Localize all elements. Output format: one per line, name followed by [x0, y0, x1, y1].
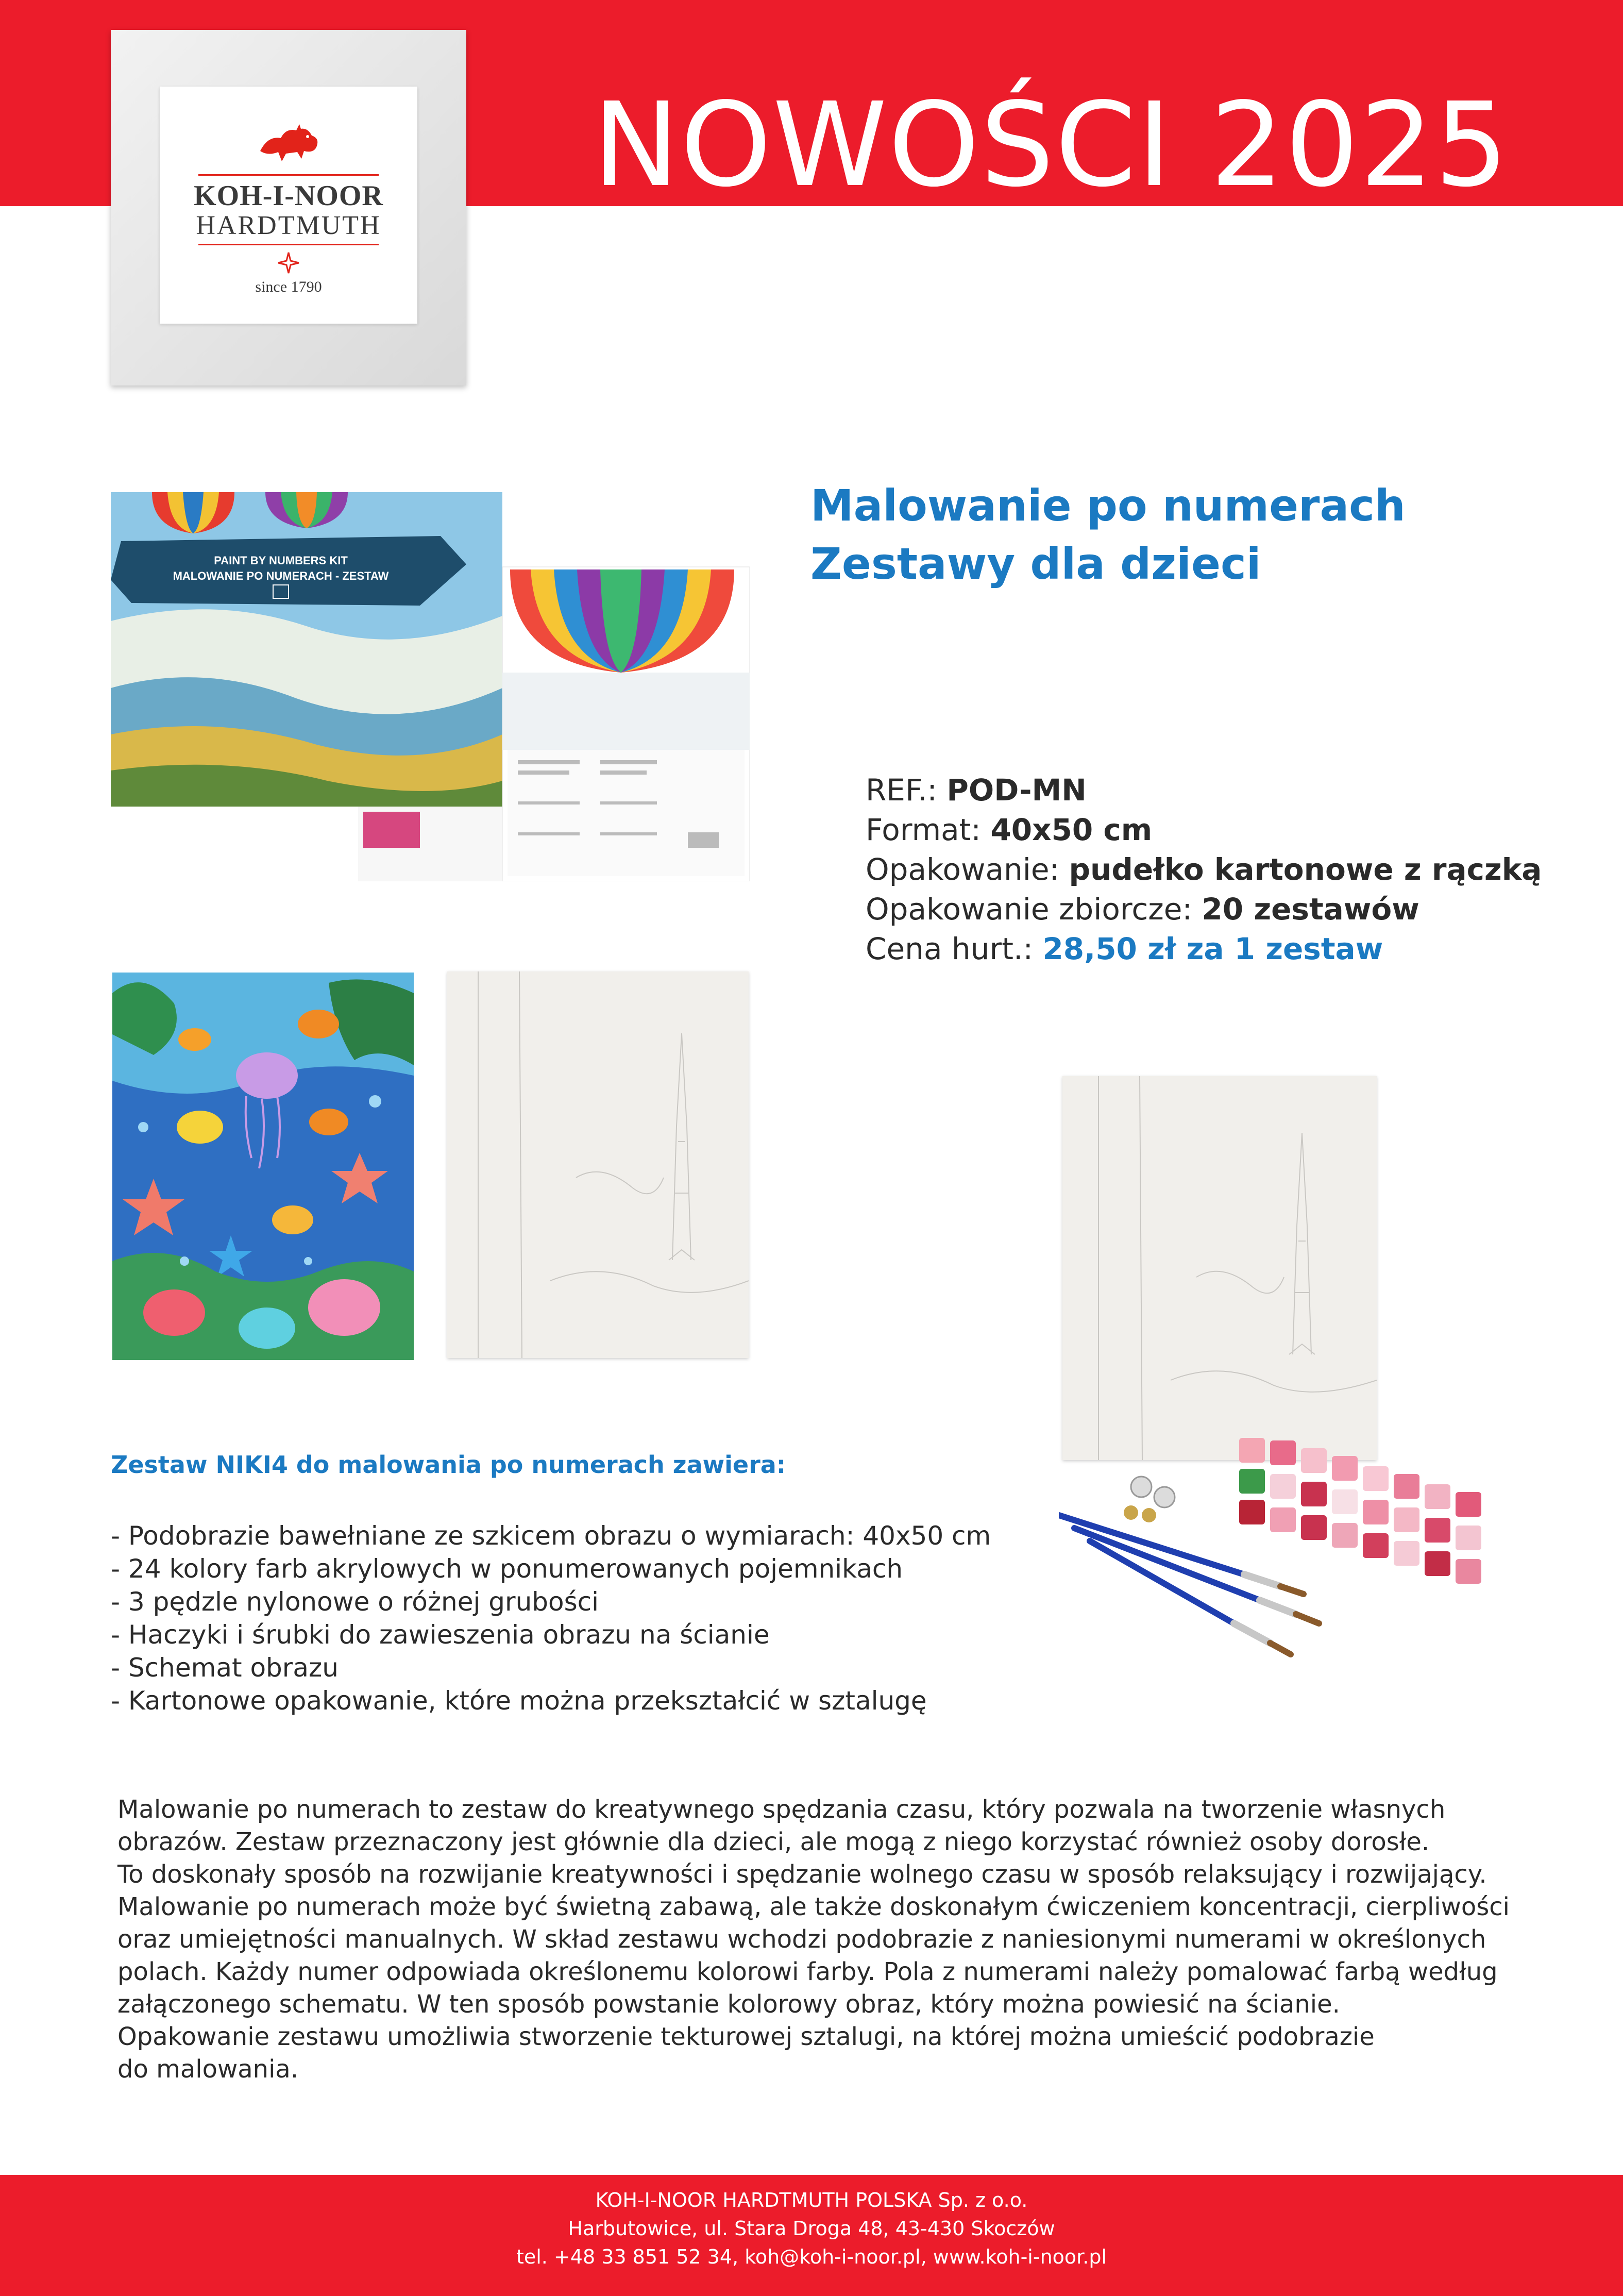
- description-line: Malowanie po numerach to zestaw do kreatywnego spędzania czasu, który pozwala na tworzenie własnych: [117, 1795, 1446, 1824]
- logo-line-top: [198, 174, 379, 176]
- ocean-artwork-photo: [112, 973, 414, 1360]
- spec-label: Format:: [866, 812, 991, 847]
- box-banner-line1: PAINT BY NUMBERS KIT: [214, 554, 348, 567]
- brand-logo: [160, 87, 417, 324]
- footer-company: KOH-I-NOOR HARDTMUTH POLSKA Sp. z o.o.: [595, 2189, 1028, 2211]
- spec-bulk-packaging: [866, 890, 1597, 929]
- product-title-line1: Malowanie po numerach: [810, 480, 1406, 531]
- spec-label: REF.:: [866, 773, 947, 808]
- spec-label: Cena hurt.:: [866, 931, 1043, 966]
- description-line: To doskonały sposób na rozwijanie kreatywności i spędzanie wolnego czasu w sposób relaksujący i rozwijający.: [117, 1860, 1487, 1889]
- product-specs: [866, 770, 1597, 969]
- description-line: Malowanie po numerach może być świetną zabawą, ale także doskonałym ćwiczeniem koncentracji, cierpliwości: [117, 1892, 1510, 1921]
- product-title: [810, 477, 1583, 594]
- spec-packaging: [866, 850, 1597, 890]
- logo-card: [111, 30, 466, 386]
- description-line: obrazów. Zestaw przeznaczony jest głównie dla dzieci, ale mogą z niego korzystać również osoby dorosłe.: [117, 1828, 1430, 1856]
- description-line: załączonego schematu. W ten sposób powstanie kolorowy obraz, który można powiesić na ścianie.: [117, 1990, 1340, 2019]
- spec-value: 20 zestawów: [1202, 892, 1419, 927]
- box-banner-line2: MALOWANIE PO NUMERACH - ZESTAW: [173, 569, 389, 582]
- description-line: polach. Każdy numer odpowiada określonemu kolorowi farby. Pola z numerami należy pomalować farbą według: [117, 1957, 1498, 1986]
- list-item: - 3 pędzle nylonowe o różnej grubości: [111, 1587, 599, 1617]
- spec-ref: [866, 770, 1597, 810]
- list-item: - 24 kolory farb akrylowych w ponumerowanych pojemnikach: [111, 1554, 903, 1584]
- description-line: Opakowanie zestawu umożliwia stworzenie tekturowej sztalugi, na której można umieścić podobrazie: [117, 2022, 1375, 2051]
- logo-since: since 1790: [255, 278, 322, 295]
- blank-canvas-photo: [447, 971, 749, 1358]
- footer-address: Harbutowice, ul. Stara Droga 48, 43-430 Skoczów: [568, 2217, 1055, 2240]
- list-item: - Podobrazie bawełniane ze szkicem obrazu o wymiarach: 40x50 cm: [111, 1521, 991, 1551]
- spec-value: POD-MN: [946, 773, 1087, 808]
- spec-label: Opakowanie zbiorcze:: [866, 892, 1202, 927]
- page-title: NOWOŚCI 2025: [593, 78, 1510, 213]
- product-title-line2: Zestawy dla dzieci: [810, 539, 1261, 590]
- description-line: oraz umiejętności manualnych. W skład zestawu wchodzi podobrazie z naniesionymi numerami w określonych: [117, 1925, 1486, 1954]
- spec-price-value: 28,50 zł za 1 zestaw: [1042, 931, 1383, 966]
- star-icon: [277, 252, 300, 274]
- logo-brand-name: KOH-I-NOOR: [194, 180, 383, 212]
- logo-line-bottom: [198, 244, 379, 245]
- spec-value: 40x50 cm: [990, 812, 1153, 847]
- footer: [0, 2175, 1623, 2296]
- contents-list: [111, 1519, 1038, 1717]
- blank-canvas-large-photo: [1062, 1076, 1377, 1460]
- footer-contact: tel. +48 33 851 52 34, koh@koh-i-noor.pl, www.koh-i-noor.pl: [516, 2245, 1107, 2268]
- paint-supplies-photo: [1059, 1438, 1523, 1660]
- spec-value: pudełko kartonowe z rączką: [1069, 852, 1542, 887]
- spec-price: [866, 929, 1597, 969]
- brushes: [1059, 1515, 1319, 1654]
- product-box-photo: [111, 492, 750, 881]
- list-item: - Haczyki i śrubki do zawieszenia obrazu na ścianie: [111, 1620, 770, 1650]
- hooks: [1124, 1477, 1175, 1522]
- paint-pots: [1239, 1438, 1481, 1584]
- spec-label: Opakowanie:: [866, 852, 1069, 887]
- product-description: [117, 1794, 1540, 2086]
- logo-brand-subname: HARDTMUTH: [196, 211, 381, 240]
- spec-format: [866, 810, 1597, 850]
- list-item: - Schemat obrazu: [111, 1653, 339, 1683]
- lion-icon: [250, 120, 327, 166]
- contents-heading: Zestaw NIKI4 do malowania po numerach zawiera:: [111, 1451, 786, 1479]
- list-item: - Kartonowe opakowanie, które można przekształcić w sztalugę: [111, 1686, 927, 1716]
- description-line: do malowania.: [117, 2055, 299, 2084]
